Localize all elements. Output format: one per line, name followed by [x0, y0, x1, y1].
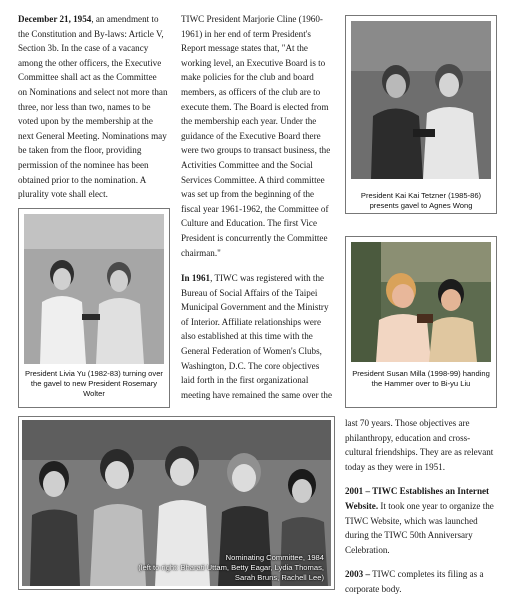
- date-1954: December 21, 1954: [18, 14, 92, 24]
- column-1-text: [18, 12, 168, 202]
- photo-milla-liu: [351, 242, 491, 362]
- label-2001: 2001 – TIWC Establishes an Internet Website.: [345, 486, 490, 511]
- caption-nominating-title: Nominating Committee, 1984: [225, 553, 324, 562]
- photo-frame-livia: [18, 208, 170, 408]
- paragraph-1961-registration: [181, 271, 333, 402]
- column-2-text: [181, 12, 333, 402]
- photo-frame-milla: [345, 236, 497, 408]
- paragraph-2001-website: [345, 484, 497, 557]
- year-1961-label: In 1961: [181, 273, 211, 284]
- text-2001: It took one year to organize the TIWC Website, which was launched during the TIWC 50th Anniversary Celebration.: [345, 500, 494, 555]
- paragraph-objectives: last 70 years. Those objectives are philanthropy, education and cross-cultural friendships. They are as relevant today as they were in 1951.: [345, 418, 494, 472]
- caption-nominating: [134, 553, 324, 583]
- caption-milla: President Susan Milla (1998-99) handing the Hammer over to Bi-yu Liu: [352, 369, 490, 388]
- caption-livia: President Livia Yu (1982-83) turning over the gavel to new President Rosemary Wolter: [25, 369, 163, 398]
- paragraph-president-report: TIWC President Marjorie Cline (1960-1961) in her end of term President's Report message states that, "At the working level, an Executive Board is to make policies for the club and board members, as officers of the club are to execute them. The Board is elected from the membership each year. Under the guidance of the Executive Board there were two groups to transact business, the Activities Committee and the Social Services Committee. A third committee was set up from the beginning of the fiscal year 1961-1962, the Committee of Culture and Education. The first Vice President is concurrently the Committee chairman.": [181, 14, 331, 258]
- registration-text: , TIWC was registered with the Bureau of Social Affairs of the Taipei Municipal Government and the Ministry of Interior. Affiliate relationships were also established at this time with the General Federation of Women's Clubs, Washington, D.C. The core objectives laid forth in the first organizational meeting have remained the same over the: [181, 273, 332, 400]
- photo-frame-tetzner: [345, 15, 497, 214]
- caption-nominating-names: (left to right: Bharati Uttam, Betty Eagar, Lydia Thomas, Sarah Bruns, Rachell Lee): [138, 563, 324, 582]
- photo-livia-wolter: [24, 214, 164, 364]
- amendment-text: , an amendment to the Constitution and By-laws: Article V, Section 3b. In the case of a vacancy among the other officers, the Executive Committee shall act as the Committee on Nominations and select not more than three, nor less than two, names to be voted upon by the membership at the next General Meeting. Nominations may be taken from the floor, providing permission of the nominee has been obtained prior to the nomination. A plurality vote shall elect.: [18, 14, 168, 200]
- photo-tetzner-wong: [351, 21, 491, 179]
- caption-tetzner: President Kai Kai Tetzner (1985-86) presents gavel to Agnes Wong: [360, 191, 482, 210]
- paragraph-1954-amendment: [18, 12, 168, 202]
- column-3-text: [345, 416, 497, 597]
- photo-frame-nominating: [18, 416, 335, 590]
- paragraph-2003-corporate: [345, 567, 497, 596]
- label-2003: 2003 –: [345, 569, 371, 580]
- text-2003: TIWC completes its filing as a corporate body.: [345, 569, 484, 594]
